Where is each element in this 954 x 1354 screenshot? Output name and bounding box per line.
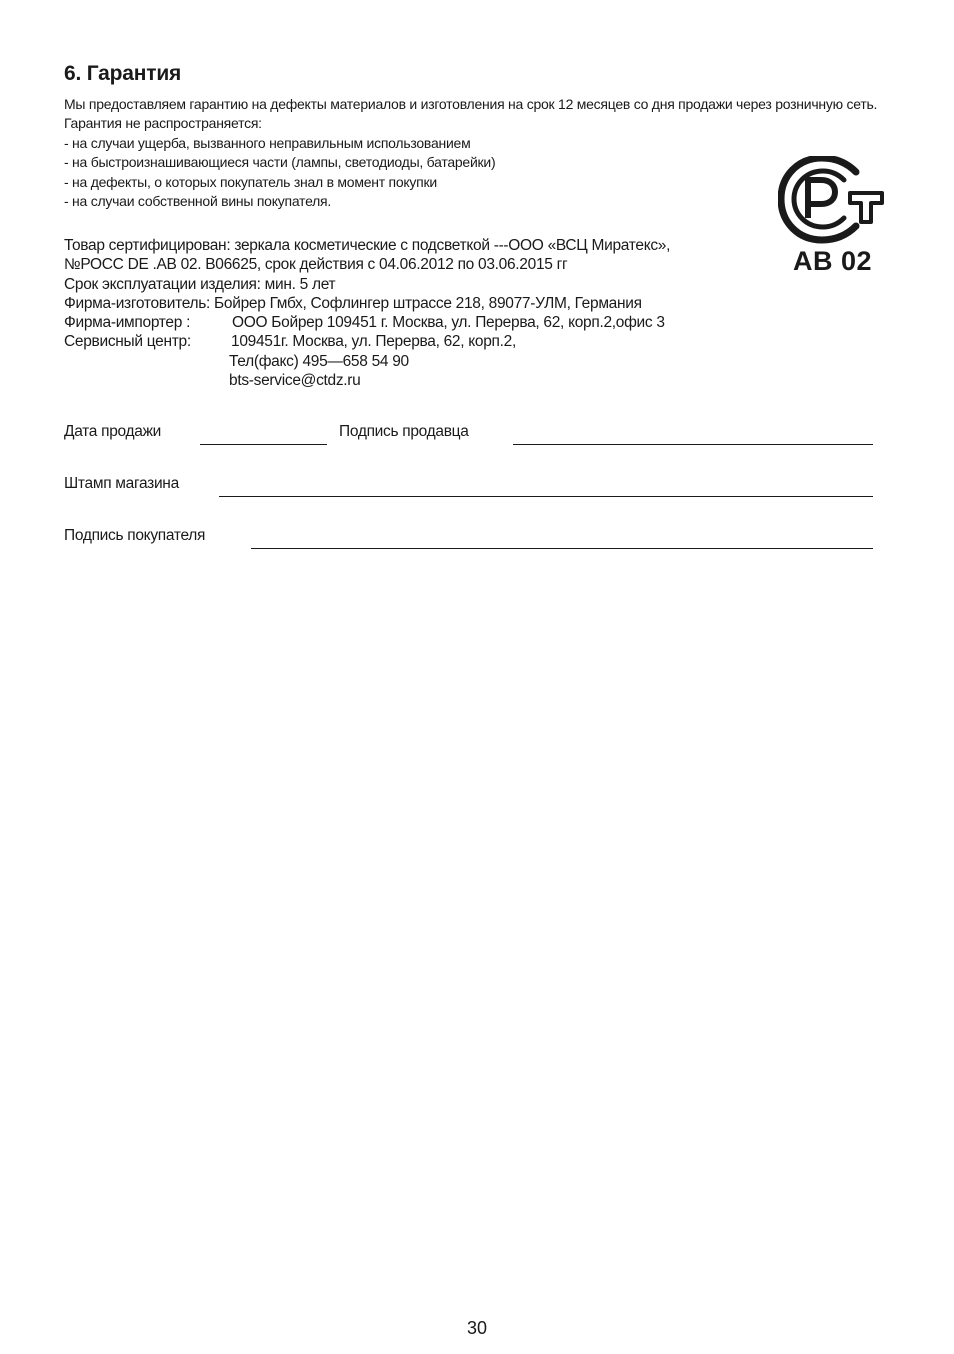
warranty-terms (64, 95, 894, 211)
exclusion-item: - на дефекты, о которых покупатель знал в момент покупки (64, 173, 437, 190)
certificate-number: №РОСС DE .АВ 02. В06625, срок действия с 04.06.2012 по 03.06.2015 гг (64, 256, 568, 274)
certification-code: АВ 02 (793, 246, 873, 276)
buyer-signature-label: Подпись покупателя (64, 527, 206, 544)
warranty-statement: Мы предоставляем гарантию на дефекты материалов и изготовления на срок 12 месяцев со дня продажи через розничную сеть. (64, 96, 878, 112)
service-email: bts-service@ctdz.ru (229, 372, 361, 390)
certificate-line: Товар сертифицирован: зеркала косметические с подсветкой ---ООО «ВСЦ Миратекс», (64, 237, 671, 254)
exclusion-item: - на случаи ущерба, вызванного неправильным использованием (64, 134, 471, 151)
certification-info (64, 236, 764, 390)
sale-date-line (200, 444, 327, 445)
service-center-label: Сервисный центр: (64, 333, 191, 351)
store-stamp-label: Штамп магазина (64, 475, 179, 492)
store-stamp-line (219, 496, 873, 497)
exclusion-item: - на случаи собственной вины покупателя. (64, 193, 332, 210)
importer-value: ООО Бойрер 109451 г. Москва, ул. Перерва, 62, корп.2,офис 3 (232, 314, 665, 332)
seller-signature-line (513, 444, 873, 445)
importer-row (64, 313, 764, 332)
section-title: 6. Гарантия (64, 62, 182, 85)
importer-label: Фирма-импортер : (64, 314, 191, 332)
page-number: 30 (466, 1318, 488, 1338)
seller-signature-label: Подпись продавца (339, 423, 469, 440)
service-center-row (64, 332, 764, 351)
manufacturer: Фирма-изготовитель: Бойрер Гмбх, Софлингер штрассе 218, 89077-УЛМ, Германия (64, 294, 642, 312)
service-life: Срок эксплуатации изделия: мин. 5 лет (64, 275, 336, 293)
exclusion-item: - на быстроизнашивающиеся части (лампы, светодиоды, батарейки) (64, 154, 496, 171)
service-center-address: 109451г. Москва, ул. Перерва, 62, корп.2, (231, 333, 516, 351)
buyer-signature-line (251, 548, 873, 549)
service-phone: Тел(факс) 495—658 54 90 (229, 352, 409, 370)
sale-date-label: Дата продажи (64, 423, 162, 440)
exclusions-heading: Гарантия не распространяется: (64, 115, 262, 132)
